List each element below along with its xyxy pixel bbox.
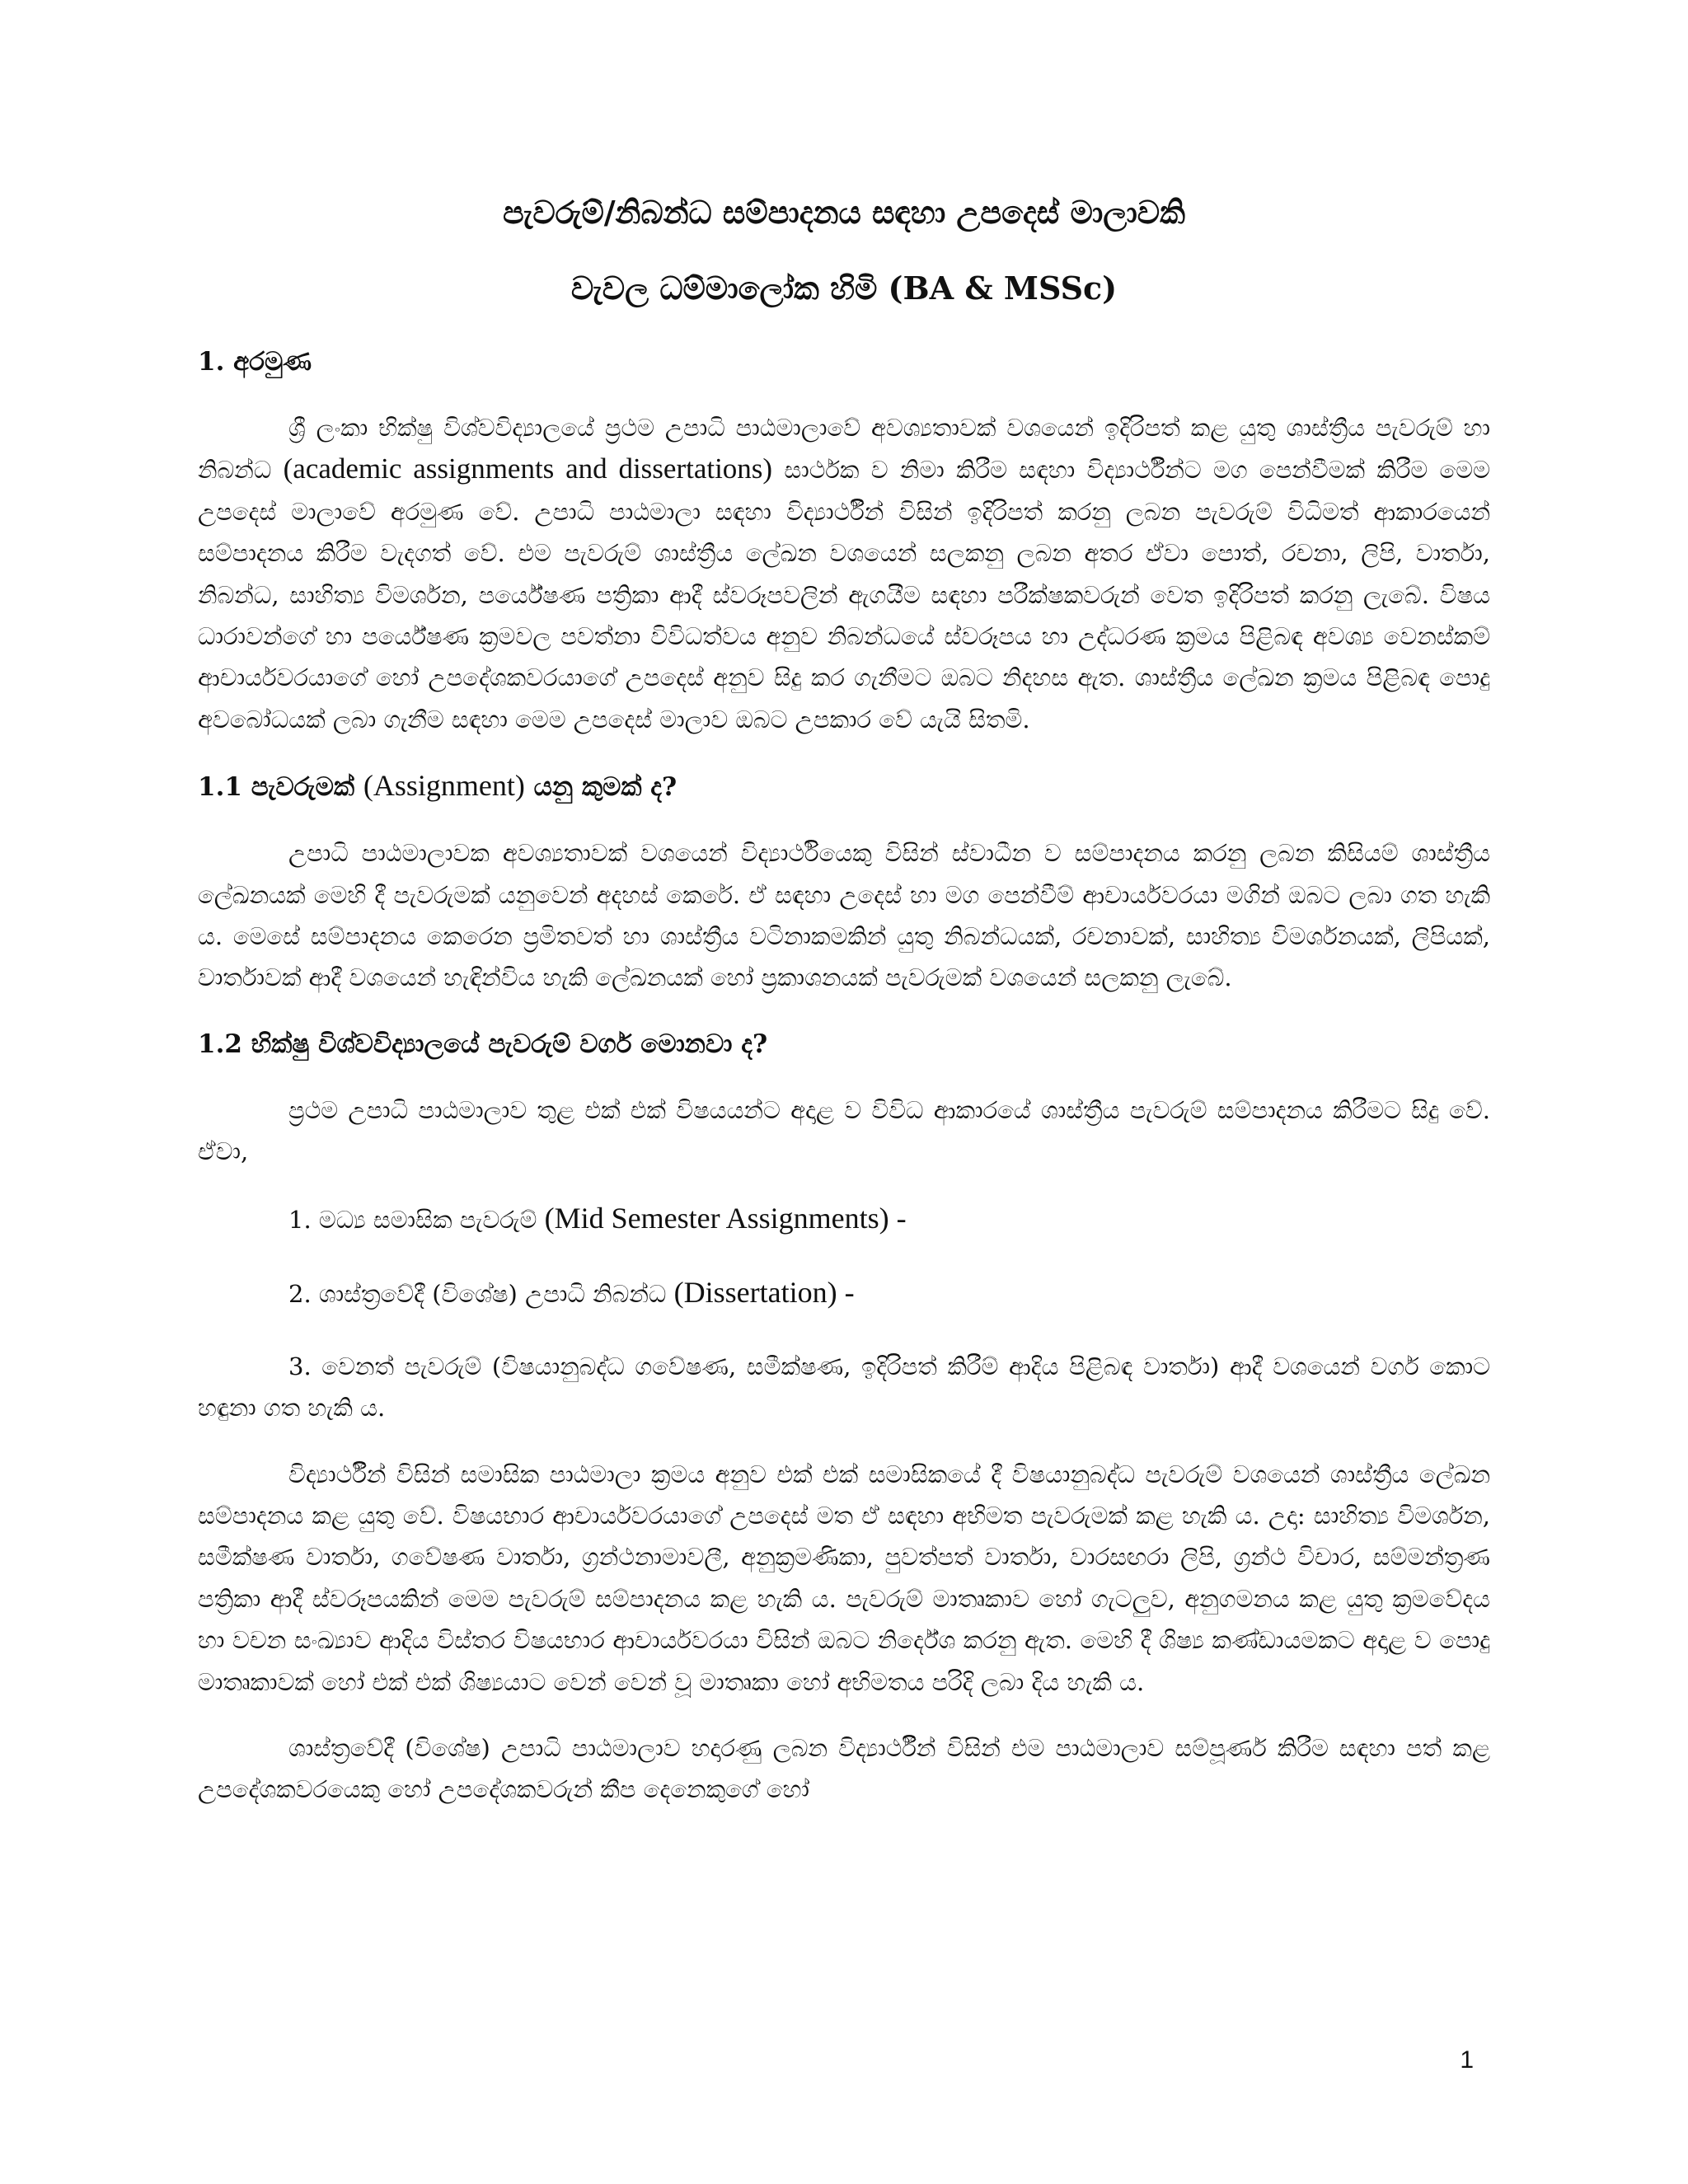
list-item-2-latin: (Dissertation) -	[673, 1275, 855, 1309]
section-1-2-paragraph-3: ශාස්ත්‍රවේදී (විශේෂ) උපාධි පාඨමාලාව හදාරණු ලබන විද්‍යාර්ථීන් විසින් එම පාඨමාලාව සම්පූර්ණ කිරීම සඳහා පත් කළ උපදේශකවරයෙකු හෝ උපදේශකවරුන් කීප දෙනෙකුගේ හෝ	[198, 1733, 1490, 1804]
list-item-3: 3. වෙනත් පැවරුම් (විෂයානුබද්ධ ගවේෂණ, සමීක්ෂණ, ඉදිරිපත් කිරීම් ආදිය පිළිබඳ වාර්තා) ආදී වශයෙන් වර්ග කොට හඳුනා ගත හැකි ය.	[198, 1352, 1490, 1422]
document-author: වැවල ධම්මාලෝක හිමි (BA & MSSc)	[570, 269, 1118, 307]
section-1-1-heading-part2: යනු කුමක් ද?	[524, 772, 678, 803]
section-1-heading: 1. අරමුණ	[198, 347, 312, 377]
list-item-1-text: 1. මධ්‍ය සමාසික පැවරුම්	[288, 1205, 545, 1234]
list-item-2-text: 2. ශාස්ත්‍රවේදී (විශේෂ) උපාධි නිබන්ධ	[288, 1279, 674, 1308]
section-1-text-part2: සාර්ථක ව නිමා කිරීම සඳහා විද්‍යාර්ථීන්ට මග පෙන්වීමක් කිරීම මෙම උපදෙස් මාලාවේ අරමුණ වේ. උපාධි පාඨමාලා සඳහා විද්‍යාර්ථීන් විසින් ඉදිරිපත් කරනු ලබන පැවරුම් විධිමත් ආකාරයෙන් සම්පාදනය කිරීම වැදගත් වේ. එම පැවරුම් ශාස්ත්‍රීය ලේඛන වශයෙන් සලකනු ලබන අතර ඒවා පොත්, රචනා, ලිපි, වාර්තා, නිබන්ධ, සාහිත්‍ය විමර්ශන, පර්යේෂණ පත්‍රිකා ආදී ස්වරූපවලින් ඇගයීම සඳහා පරීක්ෂකවරුන් වෙත ඉදිරිපත් කරනු ලැබේ. විෂය ධාරාවන්ගේ හා පර්යේෂණ ක්‍රමවල පවත්නා විවිධත්වය අනුව නිබන්ධයේ ස්වරූපය හා උද්ධරණ ක්‍රමය පිළිබඳ අවශ්‍ය වෙනස්කම් ආචාර්යවරයාගේ හෝ උපදේශකවරයාගේ උපදෙස් අනුව සිදු කර ගැනීමට ඔබට නිදහස ඇත. ශාස්ත්‍රීය ලේඛන ක්‍රමය පිළිබඳ පොදු අවබෝධයක් ලබා ගැනීම සඳහා මෙම උපදෙස් මාලාව ඔබට උපකාර වේ යැයි සිතමි.	[198, 456, 1490, 733]
section-1-1-heading-part1: 1.1 පැවරුමක්	[198, 772, 363, 803]
section-1-2-heading: 1.2 භික්ෂු විශ්වවිද්‍යාලයේ පැවරුම් වර්ග මොනවා ද?	[198, 1029, 768, 1059]
section-1-1-heading	[198, 765, 1490, 808]
section-1-latin-term: (academic assignments and dissertations)	[283, 452, 773, 485]
section-1-2-paragraph-2: විද්‍යාර්ථීන් විසින් සමාසික පාඨමාලා ක්‍රමය අනුව එක් එක් සමාසිකයේ දී විෂයානුබද්ධ පැවරුම් වශයෙන් ශාස්ත්‍රීය ලේඛන සම්පාදනය කළ යුතු වේ. විෂයභාර ආචාර්යවරයාගේ උපදෙස් මත ඒ සඳහා අභිමත පැවරුමක් කළ හැකි ය. උදා: සාහිත්‍ය විමර්ශන, සමීක්ෂණ වාර්තා, ගවේෂණ වාර්තා, ග්‍රන්ථනාමාවලී, අනුක්‍රමණිකා, පුවත්පත් වාර්තා, වාරසඟරා ලිපි, ග්‍රන්ථ විචාර, සම්මන්ත්‍රණ පත්‍රිකා ආදී ස්වරූපයකින් මෙම පැවරුම් සම්පාදනය කළ හැකි ය. පැවරුම් මාතෘකාව හෝ ගැටලුව, අනුගමනය කළ යුතු ක්‍රමවේදය හා වචන සංඛ්‍යාව ආදිය විස්තර විෂයභාර ආචාර්යවරයා විසින් ඔබට නිර්දේශ කරනු ඇත. මෙහි දී ශිෂ්‍ය කණ්ඩායමකට අදාළ ව පොදු මාතෘකාවක් හෝ එක් එක් ශිෂ්‍යයාට වෙන් වෙන් වූ මාතෘකා හෝ අභිමතය පරිදි ලබා දිය හැකි ය.	[198, 1460, 1490, 1696]
section-1-text-part1: ශ්‍රී ලංකා භික්ෂු විශ්වවිද්‍යාලයේ ප්‍රථම උපාධි පාඨමාලාවේ අවශ්‍යතාවක් වශයෙන් ඉදිරිපත් කළ යුතු ශාස්ත්‍රීය පැවරුම් හා නිබන්ධ	[198, 414, 1490, 485]
section-1-paragraph	[198, 407, 1490, 740]
section-1-1-paragraph: උපාධි පාඨමාලාවක අවශ්‍යතාවක් වශයෙන් විද්‍යාර්ථියෙකු විසින් ස්වාධීන ව සම්පාදනය කරනු ලබන කිසියම් ශාස්ත්‍රීය ලේඛනයක් මෙහි දී පැවරුමක් යනුවෙන් අදහස් කෙරේ. ඒ සඳහා උදෙස් හා මග පෙන්වීම් ආචාර්යවරයා මගින් ඔබට ලබා ගත හැකි ය. මෙසේ සම්පාදනය කෙරෙන ප්‍රමිතවත් හා ශාස්ත්‍රීය වටිනාකමකින් යුතු නිබන්ධයක්, රචනාවක්, සාහිත්‍ය විමර්ශනයක්, ලිපියක්, වාර්තාවක් ආදී වශයෙන් හැඳින්විය හැකි ලේඛනයක් හෝ ප්‍රකාශනයක් පැවරුමක් වශයෙන් සලකනු ලැබේ.	[198, 839, 1490, 992]
section-1-2-intro: ප්‍රථම උපාධි පාඨමාලාව තුළ එක් එක් විෂයයන්ට අදාළ ව විවිධ ආකාරයේ ශාස්ත්‍රීය පැවරුම් සම්පාදනය කිරීමට සිදු වේ. ඒවා,	[198, 1095, 1490, 1166]
section-1-1-heading-latin: (Assignment)	[363, 769, 525, 803]
page-number: 1	[1460, 2046, 1474, 2074]
list-item-1	[198, 1197, 1490, 1240]
list-item-2	[198, 1272, 1490, 1315]
document-title: පැවරුම්/නිබන්ධ සම්පාදනය සඳහා උපදෙස් මාලාවකි	[503, 194, 1185, 231]
list-item-1-latin: (Mid Semester Assignments) -	[544, 1201, 907, 1235]
